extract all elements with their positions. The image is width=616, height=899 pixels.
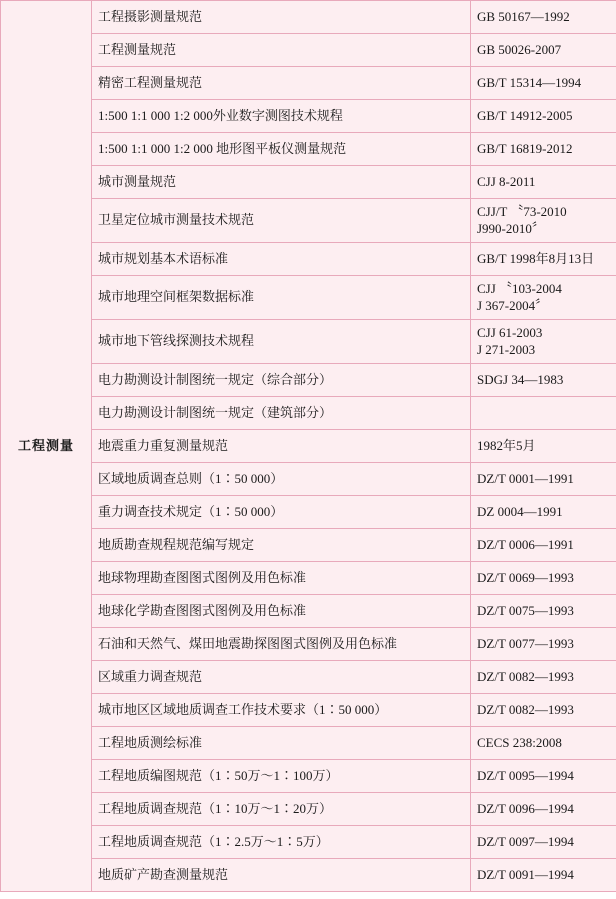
code-line: J 367-2004〞 xyxy=(477,297,549,313)
standard-name: 城市测量规范 xyxy=(92,166,471,199)
table-row xyxy=(1,100,616,133)
standard-name: 1:500 1:1 000 1:2 000外业数字测图技术规程 xyxy=(92,100,471,133)
table-body xyxy=(1,1,616,892)
standard-name: 工程地质调查规范（1∶2.5万～1∶5万） xyxy=(92,826,471,859)
standard-code xyxy=(471,529,616,562)
code-line: DZ/T 0075—1993 xyxy=(477,602,574,618)
standard-code xyxy=(471,496,616,529)
standard-code xyxy=(471,859,616,892)
table-row xyxy=(1,859,616,892)
standard-name: 工程测量规范 xyxy=(92,34,471,67)
category-label: 工程测量 xyxy=(17,438,74,454)
table-row xyxy=(1,67,616,100)
table-row xyxy=(1,397,616,430)
standard-name: 城市地下管线探测技术规程 xyxy=(92,320,471,364)
standard-code xyxy=(471,793,616,826)
table-row xyxy=(1,1,616,34)
standard-code xyxy=(471,276,616,320)
standard-code xyxy=(471,760,616,793)
table-row xyxy=(1,529,616,562)
code-line: GB 50167—1992 xyxy=(477,8,570,24)
code-line: 1982年5月 xyxy=(477,437,536,453)
code-line: CJJ 〝103-2004 xyxy=(477,281,562,297)
table-row xyxy=(1,364,616,397)
table-row xyxy=(1,793,616,826)
standard-code xyxy=(471,364,616,397)
standard-name: 电力勘测设计制图统一规定（建筑部分） xyxy=(92,397,471,430)
code-line: DZ/T 0069—1993 xyxy=(477,569,574,585)
standard-name: 地球化学勘查图图式图例及用色标准 xyxy=(92,595,471,628)
table-row xyxy=(1,496,616,529)
standard-code xyxy=(471,463,616,496)
table-row xyxy=(1,199,616,243)
code-line: DZ/T 0001—1991 xyxy=(477,470,574,486)
standard-code xyxy=(471,430,616,463)
table-row xyxy=(1,276,616,320)
standard-name: 地球物理勘查图图式图例及用色标准 xyxy=(92,562,471,595)
standard-code xyxy=(471,243,616,276)
code-line: CJJ/T 〝73-2010 xyxy=(477,204,567,220)
standard-name: 区域重力调查规范 xyxy=(92,661,471,694)
table-row xyxy=(1,430,616,463)
category-cell xyxy=(1,1,92,892)
standard-name: 地震重力重复测量规范 xyxy=(92,430,471,463)
standard-name: 地质勘查规程规范编写规定 xyxy=(92,529,471,562)
standard-code xyxy=(471,133,616,166)
code-line: CJJ 8-2011 xyxy=(477,173,536,189)
code-line: GB 50026-2007 xyxy=(477,41,562,57)
standard-code xyxy=(471,67,616,100)
standard-code xyxy=(471,562,616,595)
code-line: GB/T 15314—1994 xyxy=(477,74,582,90)
standard-name: 重力调查技术规定（1∶50 000） xyxy=(92,496,471,529)
code-line: J990-2010〞 xyxy=(477,220,545,236)
standard-name: 区域地质调查总则（1∶50 000） xyxy=(92,463,471,496)
code-line: DZ/T 0096—1994 xyxy=(477,800,574,816)
standard-name: 卫星定位城市测量技术规范 xyxy=(92,199,471,243)
standard-code xyxy=(471,34,616,67)
table-row xyxy=(1,661,616,694)
code-line: GB/T 1998年8月13日 xyxy=(477,250,595,266)
table-row xyxy=(1,133,616,166)
standard-name: 城市地区区域地质调查工作技术要求（1∶50 000） xyxy=(92,694,471,727)
table-row xyxy=(1,694,616,727)
standard-code xyxy=(471,100,616,133)
code-line: DZ/T 0082—1993 xyxy=(477,701,574,717)
table-row xyxy=(1,243,616,276)
standard-code xyxy=(471,628,616,661)
standard-code xyxy=(471,397,616,430)
standard-name: 工程地质测绘标准 xyxy=(92,727,471,760)
table-row xyxy=(1,463,616,496)
standard-code xyxy=(471,166,616,199)
standard-name: 工程摄影测量规范 xyxy=(92,1,471,34)
code-line: DZ/T 0091—1994 xyxy=(477,866,574,882)
standard-name: 电力勘测设计制图统一规定（综合部分） xyxy=(92,364,471,397)
code-line: DZ/T 0006—1991 xyxy=(477,536,574,552)
code-line: J 271-2003 xyxy=(477,341,536,357)
standard-name: 石油和天然气、煤田地震勘探图图式图例及用色标准 xyxy=(92,628,471,661)
table-row xyxy=(1,320,616,364)
table-row xyxy=(1,826,616,859)
standard-name: 精密工程测量规范 xyxy=(92,67,471,100)
standard-name: 地质矿产勘查测量规范 xyxy=(92,859,471,892)
code-line: CJJ 61-2003 xyxy=(477,325,543,341)
table-row xyxy=(1,595,616,628)
code-line: SDGJ 34—1983 xyxy=(477,371,564,387)
standard-code xyxy=(471,694,616,727)
standard-name: 1:500 1:1 000 1:2 000 地形图平板仪测量规范 xyxy=(92,133,471,166)
code-line: DZ/T 0097—1994 xyxy=(477,833,574,849)
code-line: DZ/T 0082—1993 xyxy=(477,668,574,684)
standard-code xyxy=(471,595,616,628)
table-row xyxy=(1,166,616,199)
table-row xyxy=(1,562,616,595)
standard-name: 工程地质编图规范（1∶50万～1∶100万） xyxy=(92,760,471,793)
standard-code xyxy=(471,320,616,364)
code-line: GB/T 16819-2012 xyxy=(477,140,573,156)
table-row xyxy=(1,760,616,793)
standard-name: 工程地质调查规范（1∶10万～1∶20万） xyxy=(92,793,471,826)
table-row xyxy=(1,727,616,760)
standard-name: 城市地理空间框架数据标准 xyxy=(92,276,471,320)
code-line: DZ/T 0095—1994 xyxy=(477,767,574,783)
code-line: DZ/T 0077—1993 xyxy=(477,635,574,651)
code-line: CECS 238:2008 xyxy=(477,734,562,750)
standard-code xyxy=(471,826,616,859)
standard-code xyxy=(471,199,616,243)
code-line: DZ 0004—1991 xyxy=(477,503,563,519)
standard-code xyxy=(471,1,616,34)
standard-name: 城市规划基本术语标准 xyxy=(92,243,471,276)
code-line: GB/T 14912-2005 xyxy=(477,107,573,123)
standard-code xyxy=(471,661,616,694)
table-row xyxy=(1,628,616,661)
table-row xyxy=(1,34,616,67)
standard-code xyxy=(471,727,616,760)
